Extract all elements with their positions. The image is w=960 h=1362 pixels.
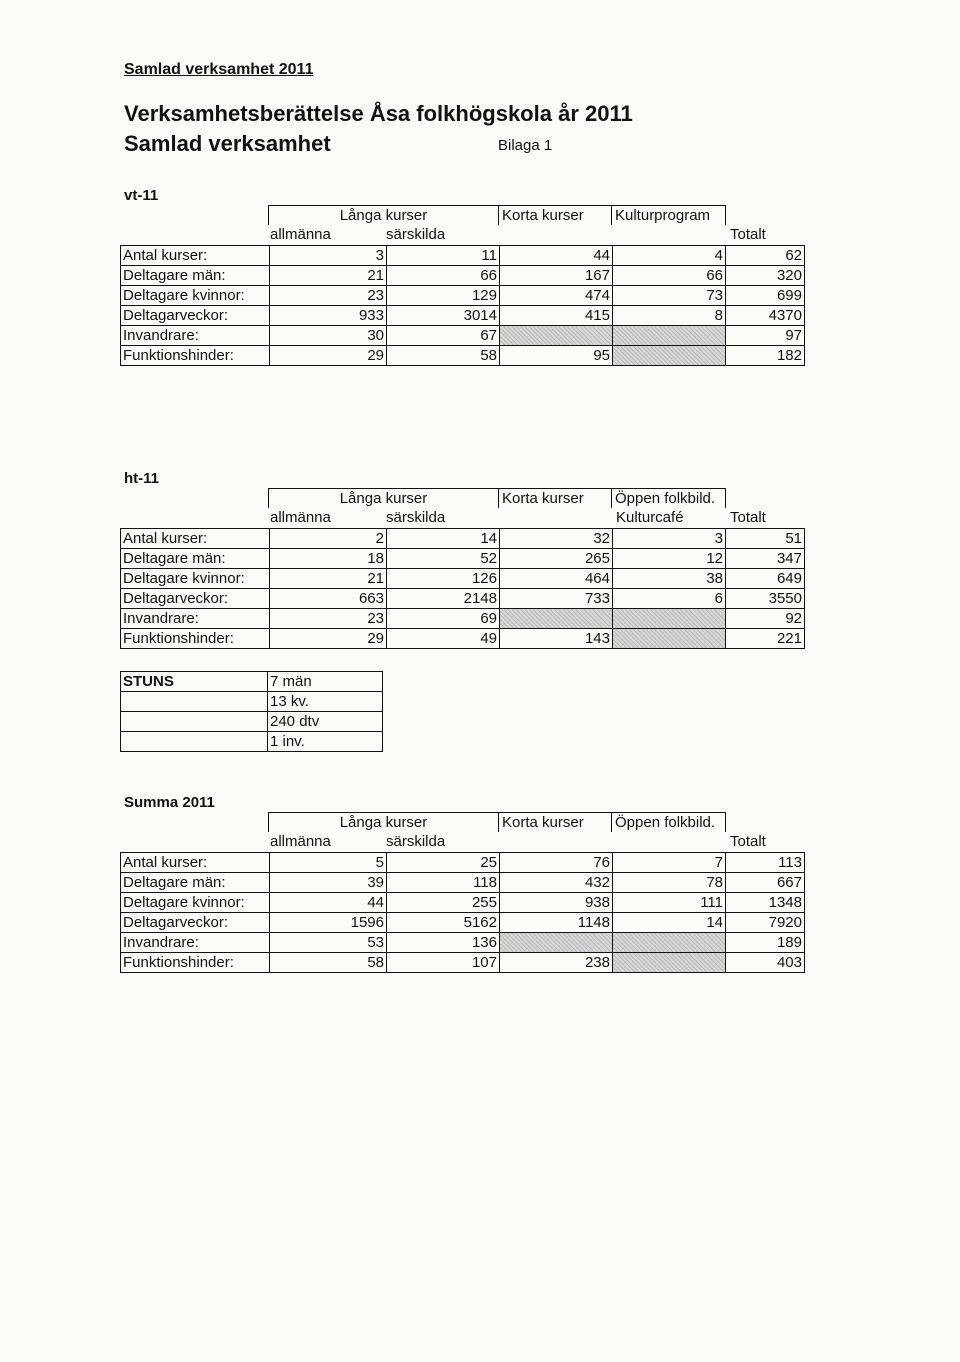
data-cell: 30 (270, 326, 387, 346)
stuns-cell: 7 män (268, 672, 383, 692)
header-col4: Kulturprogram (612, 205, 726, 225)
header-totalt: Totalt (730, 509, 766, 526)
row-label: Deltagare kvinnor: (121, 569, 270, 589)
row-label: Invandrare: (121, 609, 270, 629)
header-langa: Långa kurser (268, 812, 498, 832)
table-row (121, 712, 383, 732)
data-cell: 136 (387, 933, 500, 953)
table-row (121, 609, 805, 629)
section-label-summa: Summa 2011 (124, 794, 215, 811)
data-cell (613, 953, 726, 973)
row-label: Deltagare kvinnor: (121, 893, 270, 913)
data-cell: 320 (726, 266, 805, 286)
data-cell: 8 (613, 306, 726, 326)
stuns-empty-cell (121, 712, 268, 732)
data-cell: 699 (726, 286, 805, 306)
data-cell: 221 (726, 629, 805, 649)
table-row (121, 873, 805, 893)
data-cell: 12 (613, 549, 726, 569)
table-summa (120, 812, 806, 973)
header-row-2 (120, 225, 806, 245)
row-label: Antal kurser: (121, 853, 270, 873)
header-row-2 (120, 508, 806, 528)
header-sarskilda: särskilda (386, 226, 446, 243)
header-row-1 (120, 205, 806, 225)
data-cell: 11 (387, 246, 500, 266)
data-cell: 1596 (270, 913, 387, 933)
table-row (121, 589, 805, 609)
data-cell: 95 (500, 346, 613, 366)
data-cell: 129 (387, 286, 500, 306)
row-label: Deltagare män: (121, 549, 270, 569)
header-korta: Korta kurser (498, 812, 612, 832)
data-cell: 3014 (387, 306, 500, 326)
data-cell: 118 (387, 873, 500, 893)
data-cell: 126 (387, 569, 500, 589)
data-cell: 1348 (726, 893, 805, 913)
data-cell: 403 (726, 953, 805, 973)
data-cell (500, 933, 613, 953)
header-allmanna: allmänna (270, 226, 331, 243)
data-cell: 182 (726, 346, 805, 366)
table-row (121, 913, 805, 933)
data-cell: 51 (726, 529, 805, 549)
data-cell: 667 (726, 873, 805, 893)
table-row (121, 629, 805, 649)
header-sarskilda: särskilda (386, 833, 446, 850)
table-ht (120, 488, 806, 649)
header-totalt: Totalt (730, 226, 766, 243)
data-cell: 21 (270, 266, 387, 286)
bilaga-label: Bilaga 1 (498, 137, 553, 154)
data-cell: 6 (613, 589, 726, 609)
data-cell: 1148 (500, 913, 613, 933)
header-link: Samlad verksamhet 2011 (124, 61, 314, 78)
stuns-label: STUNS (121, 672, 268, 692)
header-col4-sub: Kulturcafé (616, 509, 684, 526)
header-langa: Långa kurser (268, 205, 498, 225)
stuns-empty-cell (121, 692, 268, 712)
data-cell: 69 (387, 609, 500, 629)
section-label-vt: vt-11 (124, 187, 159, 204)
row-label: Funktionshinder: (121, 953, 270, 973)
data-cell: 4370 (726, 306, 805, 326)
data-cell: 14 (613, 913, 726, 933)
data-cell: 255 (387, 893, 500, 913)
data-cell: 23 (270, 286, 387, 306)
data-cell: 21 (270, 569, 387, 589)
data-cell (500, 609, 613, 629)
row-label: Deltagare kvinnor: (121, 286, 270, 306)
header-totalt: Totalt (730, 833, 766, 850)
table-row (121, 569, 805, 589)
data-cell: 14 (387, 529, 500, 549)
data-grid (120, 528, 805, 649)
data-cell: 39 (270, 873, 387, 893)
row-label: Antal kurser: (121, 246, 270, 266)
header-row-2 (120, 832, 806, 852)
data-cell: 2 (270, 529, 387, 549)
table-row (121, 672, 383, 692)
data-cell: 53 (270, 933, 387, 953)
stuns-table (120, 671, 383, 752)
row-label: Funktionshinder: (121, 346, 270, 366)
data-cell (613, 629, 726, 649)
row-label: Funktionshinder: (121, 629, 270, 649)
data-cell: 464 (500, 569, 613, 589)
table-row (121, 266, 805, 286)
table-row (121, 853, 805, 873)
data-cell: 5 (270, 853, 387, 873)
row-label: Antal kurser: (121, 529, 270, 549)
stuns-cell: 1 inv. (268, 732, 383, 752)
data-cell: 78 (613, 873, 726, 893)
data-cell: 4 (613, 246, 726, 266)
header-row-1 (120, 488, 806, 508)
data-cell: 3550 (726, 589, 805, 609)
data-grid (120, 245, 805, 366)
data-cell: 107 (387, 953, 500, 973)
data-cell: 265 (500, 549, 613, 569)
data-cell (613, 326, 726, 346)
row-label: Deltagare män: (121, 873, 270, 893)
header-korta: Korta kurser (498, 488, 612, 508)
header-korta: Korta kurser (498, 205, 612, 225)
data-cell: 44 (500, 246, 613, 266)
table-row (121, 326, 805, 346)
header-allmanna: allmänna (270, 509, 331, 526)
data-cell: 113 (726, 853, 805, 873)
row-label: Invandrare: (121, 326, 270, 346)
row-label: Deltagare män: (121, 266, 270, 286)
data-cell: 3 (613, 529, 726, 549)
data-cell: 3 (270, 246, 387, 266)
row-label: Deltagarveckor: (121, 306, 270, 326)
data-cell: 474 (500, 286, 613, 306)
data-cell (613, 933, 726, 953)
data-cell: 23 (270, 609, 387, 629)
data-cell: 66 (613, 266, 726, 286)
table-row (121, 933, 805, 953)
page-title: Verksamhetsberättelse Åsa folkhögskola år 2011 (124, 101, 633, 126)
data-cell: 66 (387, 266, 500, 286)
table-row (121, 953, 805, 973)
data-cell: 25 (387, 853, 500, 873)
table-row (121, 549, 805, 569)
data-cell: 111 (613, 893, 726, 913)
data-cell: 29 (270, 346, 387, 366)
data-cell: 7 (613, 853, 726, 873)
data-cell: 67 (387, 326, 500, 346)
data-cell (500, 326, 613, 346)
data-cell: 432 (500, 873, 613, 893)
data-cell: 62 (726, 246, 805, 266)
page-subtitle: Samlad verksamhet (124, 131, 331, 156)
table-row (121, 893, 805, 913)
data-cell: 649 (726, 569, 805, 589)
data-cell: 415 (500, 306, 613, 326)
header-allmanna: allmänna (270, 833, 331, 850)
header-langa: Långa kurser (268, 488, 498, 508)
header-col4: Öppen folkbild. (612, 812, 726, 832)
data-cell: 29 (270, 629, 387, 649)
data-cell: 5162 (387, 913, 500, 933)
table-row (121, 529, 805, 549)
data-cell: 52 (387, 549, 500, 569)
data-cell: 58 (387, 346, 500, 366)
data-cell: 18 (270, 549, 387, 569)
data-cell: 2148 (387, 589, 500, 609)
data-cell: 92 (726, 609, 805, 629)
data-cell: 347 (726, 549, 805, 569)
row-label: Deltagarveckor: (121, 913, 270, 933)
data-cell: 167 (500, 266, 613, 286)
data-cell: 938 (500, 893, 613, 913)
data-cell: 7920 (726, 913, 805, 933)
data-cell: 49 (387, 629, 500, 649)
table-vt (120, 205, 806, 366)
data-cell (613, 609, 726, 629)
table-row (121, 692, 383, 712)
stuns-cell: 13 kv. (268, 692, 383, 712)
table-row (121, 346, 805, 366)
data-cell: 97 (726, 326, 805, 346)
table-row (121, 246, 805, 266)
data-cell: 663 (270, 589, 387, 609)
header-col4: Öppen folkbild. (612, 488, 726, 508)
row-label: Deltagarveckor: (121, 589, 270, 609)
data-cell: 58 (270, 953, 387, 973)
stuns-cell: 240 dtv (268, 712, 383, 732)
row-label: Invandrare: (121, 933, 270, 953)
header-sarskilda: särskilda (386, 509, 446, 526)
stuns-empty-cell (121, 732, 268, 752)
data-cell: 32 (500, 529, 613, 549)
data-cell: 73 (613, 286, 726, 306)
table-row (121, 732, 383, 752)
data-cell: 238 (500, 953, 613, 973)
header-row-1 (120, 812, 806, 832)
data-cell: 933 (270, 306, 387, 326)
table-row (121, 306, 805, 326)
data-cell: 76 (500, 853, 613, 873)
data-cell: 44 (270, 893, 387, 913)
table-row (121, 286, 805, 306)
data-cell: 143 (500, 629, 613, 649)
data-cell: 733 (500, 589, 613, 609)
data-cell: 189 (726, 933, 805, 953)
data-cell: 38 (613, 569, 726, 589)
data-grid (120, 852, 805, 973)
section-label-ht: ht-11 (124, 470, 160, 487)
data-cell (613, 346, 726, 366)
